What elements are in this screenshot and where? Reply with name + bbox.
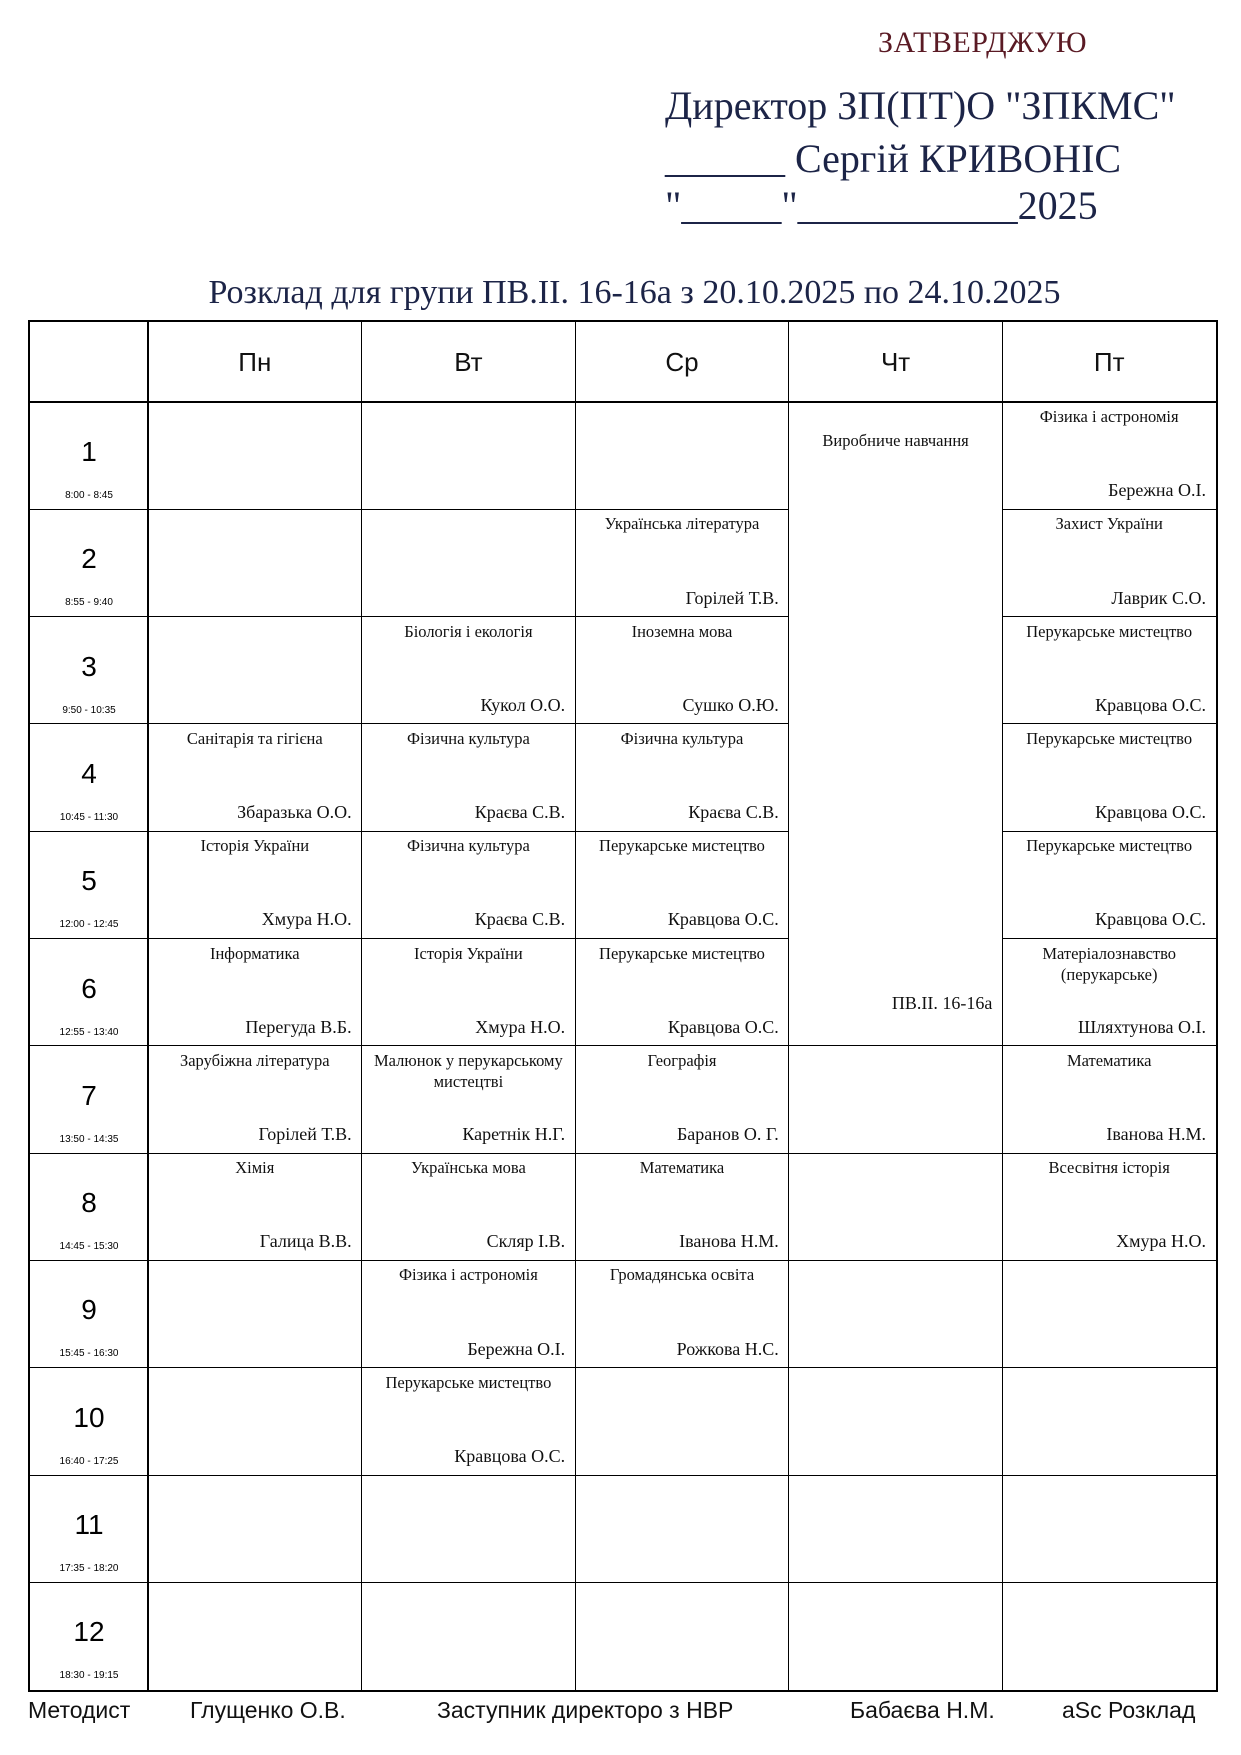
day-header: Ср (665, 346, 699, 377)
lesson-subject: Фізика і астрономія (1039, 407, 1179, 426)
lesson-teacher: Кравцова О.С. (1095, 802, 1206, 823)
lesson-teacher: Кукол О.О. (480, 694, 566, 715)
lesson-teacher: Хмура Н.О. (261, 909, 352, 930)
period-time: 13:50 - 14:35 (59, 1133, 119, 1145)
period-time: 14:45 - 15:30 (59, 1241, 119, 1253)
lesson-teacher: Збаразька О.О. (237, 802, 352, 823)
lesson-teacher: Бережна О.І. (467, 1338, 566, 1359)
lesson-subject: Історія України (200, 836, 310, 856)
lesson-subject: Санітарія та гігієна (186, 728, 323, 748)
lesson-cell[interactable] (1002, 617, 1216, 724)
lesson-cell[interactable] (1002, 831, 1216, 938)
period-number: 10 (73, 1401, 105, 1433)
lesson-teacher: Сушко О.Ю. (682, 694, 779, 715)
lesson-subject: Громадянська освіта (609, 1265, 755, 1285)
footer-methodist-name: Глущенко О.В. (190, 1697, 346, 1723)
footer-software: aSc Розклад (1062, 1697, 1196, 1723)
grid-line (30, 1475, 1216, 1476)
lesson-subject: Фізична культура (406, 728, 530, 748)
lesson-cell[interactable] (148, 1046, 362, 1153)
lesson-subject: Фізична культура (620, 728, 744, 748)
lesson-teacher: Кравцова О.С. (454, 1445, 566, 1466)
lesson-teacher: Краєва С.В. (474, 909, 566, 930)
period-time: 8:55 - 9:40 (65, 597, 113, 609)
period-time: 18:30 - 19:15 (59, 1670, 119, 1682)
lesson-cell[interactable] (362, 1153, 576, 1260)
lesson-cell[interactable] (1002, 402, 1216, 509)
lesson-cell[interactable] (575, 724, 789, 831)
lesson-subject: Інформатика (209, 943, 300, 963)
lesson-subject: Перукарське мистецтво (599, 836, 765, 856)
footer-methodist-label: Методист (28, 1697, 131, 1723)
period-number: 12 (73, 1616, 105, 1648)
lesson-teacher: Краєва С.В. (474, 802, 566, 823)
lesson-teacher: Каретнік Н.Г. (462, 1124, 566, 1145)
lesson-cell[interactable] (575, 1260, 789, 1367)
period-number: 8 (81, 1187, 97, 1219)
period-time: 12:55 - 13:40 (59, 1026, 119, 1038)
lesson-cell[interactable] (575, 509, 789, 616)
schedule-grid (28, 320, 1218, 1692)
lesson-subject: Малюнок у перукарському мистецтві (374, 1050, 563, 1091)
lesson-teacher: Хмура Н.О. (475, 1016, 566, 1037)
period-number: 6 (81, 972, 97, 1004)
lesson-subject: Захист України (1055, 514, 1163, 534)
day-header: Пн (238, 346, 272, 377)
lesson-teacher: Краєва С.В. (688, 802, 779, 823)
approve-label: ЗАТВЕРДЖУЮ (878, 26, 1088, 59)
lesson-teacher: Лаврик С.О. (1111, 587, 1206, 608)
period-time: 17:35 - 18:20 (59, 1563, 119, 1574)
lesson-teacher: Галица В.В. (259, 1231, 352, 1252)
lesson-subject: Перукарське мистецтво (385, 1372, 552, 1392)
period-number: 11 (74, 1509, 104, 1540)
period-time: 9:50 - 10:35 (62, 704, 116, 716)
lesson-cell[interactable] (1002, 509, 1216, 616)
lesson-teacher: Перегуда В.Б. (245, 1016, 352, 1037)
lesson-teacher: Шляхтунова О.І. (1078, 1016, 1206, 1037)
lesson-cell[interactable] (148, 831, 362, 938)
lesson-cell[interactable] (575, 617, 789, 724)
lesson-subject: Біологія і екологія (404, 621, 533, 641)
day-header: Вт (454, 346, 483, 377)
period-number: 1 (81, 436, 97, 467)
lesson-cell[interactable] (1002, 724, 1216, 831)
director-signature: ______ Сергій КРИВОНІС (665, 136, 1122, 181)
lesson-subject: Перукарське мистецтво (1026, 621, 1193, 641)
lesson-teacher: Кравцова О.С. (1095, 694, 1206, 715)
lesson-subject: Хімія (235, 1158, 275, 1178)
lesson-cell[interactable] (362, 1368, 576, 1475)
lesson-cell[interactable] (1002, 1153, 1216, 1260)
lesson-subject: Українська література (604, 514, 760, 534)
lesson-cell[interactable] (148, 1153, 362, 1260)
day-header: Чт (880, 346, 911, 377)
period-number: 7 (81, 1079, 97, 1111)
period-number: 2 (81, 543, 97, 575)
lesson-subject: Іноземна мова (631, 621, 733, 641)
lesson-subject: Математика (1066, 1050, 1152, 1070)
lesson-cell[interactable] (148, 939, 362, 1046)
period-number: 3 (81, 650, 97, 682)
lesson-subject: Перукарське мистецтво (599, 943, 765, 963)
lesson-cell[interactable] (362, 1046, 576, 1153)
approval-date: "_____"___________2025 (665, 183, 1098, 228)
lesson-subject: Всесвітня історія (1048, 1158, 1170, 1178)
lesson-subject: Фізика і астрономія (398, 1265, 538, 1285)
period-time: 8:00 - 8:45 (65, 490, 113, 501)
lesson-cell[interactable] (362, 831, 576, 938)
lesson-teacher: Іванова Н.М. (1106, 1124, 1206, 1145)
lesson-cell[interactable] (575, 1046, 789, 1153)
lesson-teacher: Кравцова О.С. (667, 1016, 779, 1037)
lesson-subject: Матеріалознавство (перукарське) (1042, 943, 1177, 984)
lesson-teacher: Скляр І.В. (486, 1231, 566, 1252)
footer-deputy-label: Заступник директоро з НВР (437, 1697, 734, 1723)
lesson-cell[interactable] (1002, 1046, 1216, 1153)
lesson-teacher: Рожкова Н.С. (676, 1338, 779, 1359)
lesson-cell[interactable] (362, 1260, 576, 1367)
period-number: 9 (81, 1294, 97, 1326)
lesson-teacher: Баранов О. Г. (676, 1124, 779, 1145)
period-time: 10:45 - 11:30 (59, 811, 119, 823)
lesson-teacher: Хмура Н.О. (1116, 1231, 1206, 1252)
schedule-title: Розклад для групи ПВ.ІІ. 16-16а з 20.10.2025 по 24.10.2025 (208, 274, 1061, 311)
lesson-subject: Історія України (414, 943, 523, 963)
lesson-cell[interactable] (362, 939, 576, 1046)
period-number: 4 (81, 757, 97, 789)
merged-lesson-group: ПВ.ІІ. 16-16а (891, 992, 993, 1013)
lesson-teacher: Кравцова О.С. (1095, 909, 1206, 930)
lesson-subject: Фізична культура (406, 836, 530, 856)
lesson-cell[interactable] (1002, 939, 1216, 1046)
period-time: 15:45 - 16:30 (59, 1348, 119, 1360)
lesson-teacher: Горілей Т.В. (685, 587, 779, 608)
lesson-subject: Українська мова (410, 1158, 526, 1178)
lesson-cell[interactable] (575, 1153, 789, 1260)
lesson-cell[interactable] (362, 724, 576, 831)
lesson-cell[interactable] (575, 831, 789, 938)
lesson-teacher: Горілей Т.В. (258, 1124, 352, 1145)
lesson-subject: Перукарське мистецтво (1026, 836, 1193, 856)
lesson-teacher: Бережна О.І. (1108, 480, 1206, 501)
merged-lesson-cell[interactable] (789, 402, 1003, 1046)
director-position: Директор ЗП(ПТ)О "ЗПКМС" (665, 83, 1176, 128)
merged-lesson-subject: Виробниче навчання (822, 431, 969, 450)
lesson-cell[interactable] (362, 617, 576, 724)
grid-line (30, 1582, 1216, 1583)
lesson-subject: Математика (639, 1158, 725, 1178)
period-number: 5 (81, 865, 97, 897)
lesson-cell[interactable] (575, 939, 789, 1046)
lesson-teacher: Іванова Н.М. (679, 1231, 779, 1252)
period-time: 16:40 - 17:25 (59, 1455, 119, 1467)
footer-deputy-name: Бабаєва Н.М. (850, 1697, 995, 1723)
lesson-teacher: Кравцова О.С. (667, 909, 779, 930)
lesson-subject: Географія (647, 1050, 717, 1070)
period-time: 12:00 - 12:45 (59, 919, 119, 931)
lesson-subject: Перукарське мистецтво (1026, 728, 1193, 748)
lesson-subject: Зарубіжна література (179, 1050, 330, 1070)
day-header: Пт (1093, 346, 1125, 377)
lesson-cell[interactable] (148, 724, 362, 831)
